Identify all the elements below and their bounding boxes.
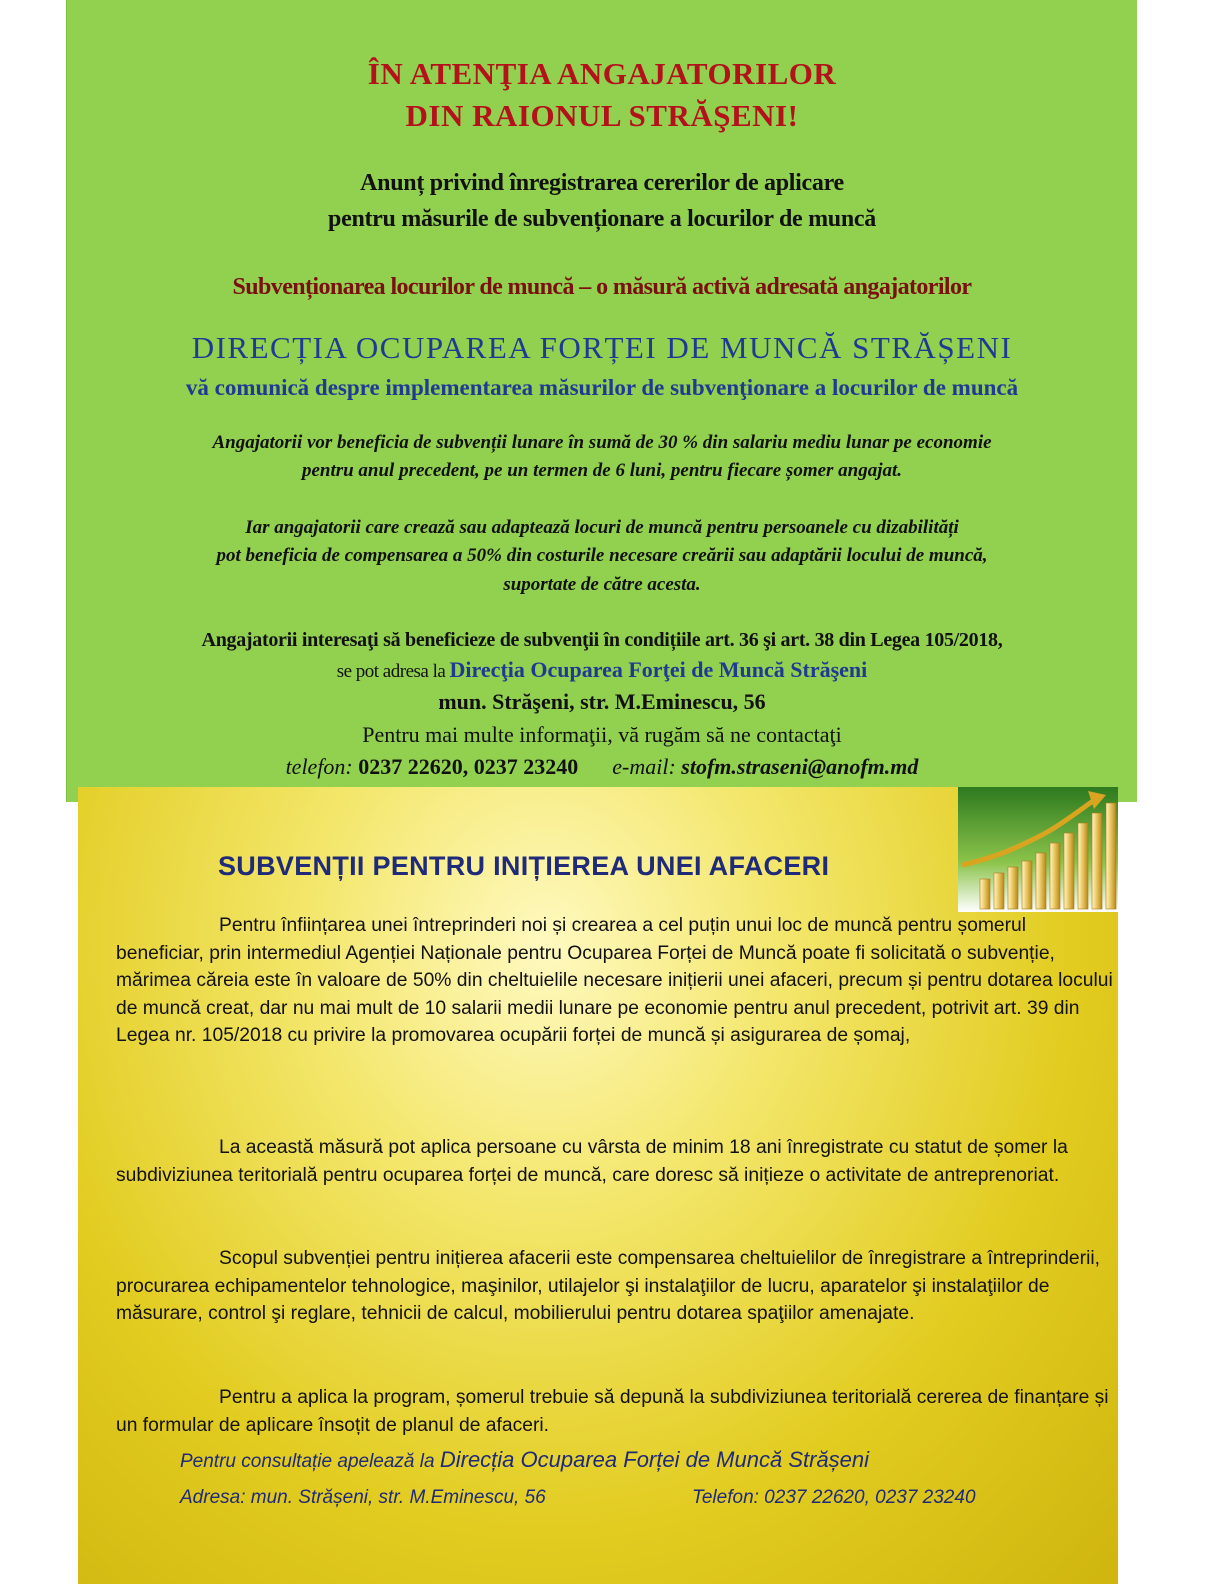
interested-employers-line: Angajatorii interesaţi să beneficieze de subvenţii în condițiile art. 36 şi art. 38 din Legea 105/2018, xyxy=(201,629,1003,651)
paragraph-1-text: Pentru înființarea unei întreprinderi noi și crearea a cel puțin unui loc de muncă pentru șomerul beneficiar, prin intermediul Agenției Naționale pentru Ocuparea Forței de Muncă poate fi solicitată o subvenție, mărimea căreia este în valoare de 50% din cheltuielile necesare inițierii unei afaceri, precum și pentru dotarea locului de muncă creat, dar nu mai mult de 10 salarii medii lunare pe economie pentru anul precedent, potrivit art. 39 din Legea nr. 105/2018 cu privire la promovarea ocupării forței de muncă și asigurarea de șomaj, xyxy=(116,915,1113,1046)
directorate-name: DIRECȚIA OCUPAREA FORȚEI DE MUNCĂ STRĂȘENI xyxy=(191,330,1013,365)
consultation-line xyxy=(180,1447,869,1473)
announcement-heading-line1: Anunț privind înregistrarea cererilor de aplicare xyxy=(360,170,844,196)
footer-phone: Telefon: 0237 22620, 0237 23240 xyxy=(692,1487,976,1508)
directorate-communication: vă comunică despre implementarea măsurilor de subvenţionare a locurilor de muncă xyxy=(185,375,1019,400)
benefit-text-line2: pentru anul precedent, pe un termen de 6 luni, pentru fiecare șomer angajat. xyxy=(301,460,903,481)
address-line xyxy=(67,657,1137,683)
subvention-subtitle: Subvenționarea locurilor de muncă – o măsură activă adresată angajatorilor xyxy=(232,274,972,300)
paragraph-3-text: Scopul subvenției pentru inițierea afacerii este compensarea cheltuielilor de înregistrare a întreprinderii, procurarea echipamentelor tehnologice, maşinilor, utilajelor şi instalaţiilor de lucru, aparatelor şi instalaţiilor de măsurare, control şi reglare, tehnicii de calcul, mobilierului pentru dotarea spaţiilor amenajate. xyxy=(116,1248,1100,1324)
paragraph-4 xyxy=(116,1384,1116,1439)
green-announcement-panel xyxy=(66,0,1137,802)
disability-text-line1: Iar angajatorii care crează sau adaptează locuri de muncă pentru persoanele cu dizabilități xyxy=(245,517,959,538)
address-prefix: se pot adresa la xyxy=(336,661,450,682)
yellow-business-panel xyxy=(78,787,1118,1584)
email-link[interactable]: stofm.straseni@anofm.md xyxy=(675,754,919,779)
announcement-title-line1: ÎN ATENŢIA ANGAJATORILOR xyxy=(367,56,837,91)
phone-value: 0237 22620, 0237 23240 xyxy=(352,754,579,779)
disability-text-line3: suportate de către acesta. xyxy=(503,574,701,595)
footer-address: Adresa: mun. Strășeni, str. M.Eminescu, 56 xyxy=(180,1487,546,1508)
paragraph-1 xyxy=(116,912,1116,1050)
consultation-prefix: Pentru consultație apelează la xyxy=(180,1451,440,1472)
address-organization: Direcţia Ocuparea Forţei de Muncă Străşeni xyxy=(449,657,868,682)
paragraph-4-text: Pentru a aplica la program, șomerul trebuie să depună la subdiviziunea teritorială cererea de finanțare și un formular de aplicare însoțit de planul de afaceri. xyxy=(116,1387,1109,1436)
phone-label: telefon: xyxy=(285,754,353,779)
announcement-heading-line2: pentru măsurile de subvenționare a locurilor de muncă xyxy=(328,206,876,232)
paragraph-3 xyxy=(116,1245,1116,1328)
growth-chart-icon xyxy=(958,787,1118,912)
disability-text-line2: pot beneficia de compensarea a 50% din costurile necesare creării sau adaptării locului de muncă, xyxy=(216,545,988,566)
more-info-text: Pentru mai multe informaţii, vă rugăm să ne contactaţi xyxy=(362,722,842,747)
email-label: e-mail: xyxy=(612,754,676,779)
benefit-text-line1: Angajatorii vor beneficia de subvenții lunare în sumă de 30 % din salariu mediu lunar pe economie xyxy=(212,432,992,453)
business-subsidy-title: SUBVENȚII PENTRU INIȚIEREA UNEI AFACERI xyxy=(218,851,830,881)
paragraph-2 xyxy=(116,1134,1116,1189)
contact-line xyxy=(67,754,1137,780)
consultation-organization: Direcția Ocuparea Forței de Muncă Strășeni xyxy=(439,1447,870,1472)
address-street: mun. Străşeni, str. M.Eminescu, 56 xyxy=(438,689,766,714)
announcement-title-line2: DIN RAIONUL STRĂŞENI! xyxy=(405,98,799,133)
paragraph-2-text: La această măsură pot aplica persoane cu vârsta de minim 18 ani înregistrate cu statut de șomer la subdiviziunea teritorială pentru ocuparea forței de muncă, care doresc să inițieze o activitate de antreprenoriat. xyxy=(116,1137,1068,1186)
